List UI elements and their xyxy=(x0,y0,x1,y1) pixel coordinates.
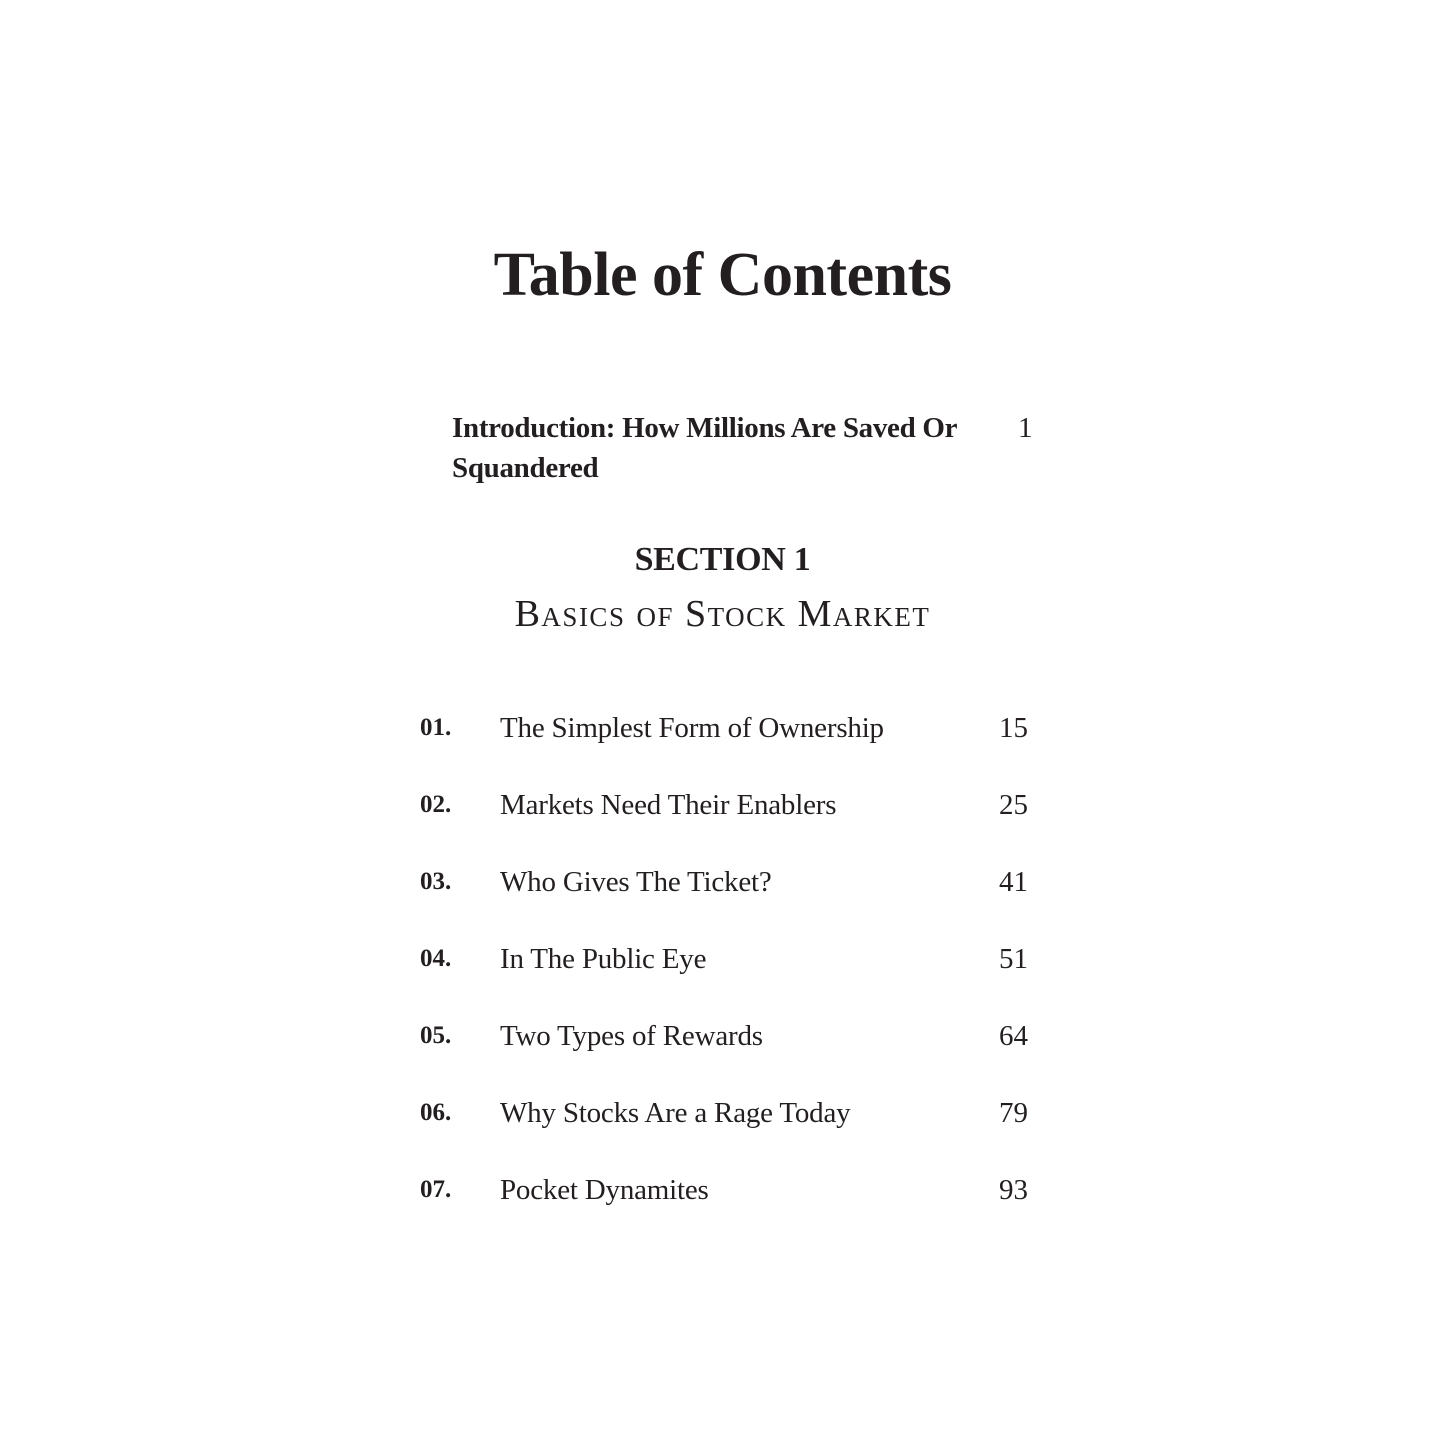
toc-entry xyxy=(420,783,1060,860)
entry-page-number: 93 xyxy=(999,1174,1028,1206)
entry-number: 05. xyxy=(420,1022,452,1049)
entry-number: 07. xyxy=(420,1176,452,1203)
entry-number: 03. xyxy=(420,868,452,895)
section-heading: SECTION 1 xyxy=(634,541,811,578)
entry-title: Who Gives The Ticket? xyxy=(500,866,772,898)
toc-entry xyxy=(420,937,1060,1014)
toc-entry xyxy=(420,1168,1060,1245)
entry-page-number: 79 xyxy=(999,1097,1028,1129)
intro-page-number: 1 xyxy=(1018,412,1033,444)
entry-title: Two Types of Rewards xyxy=(500,1020,763,1052)
entry-title: The Simplest Form of Ownership xyxy=(500,712,884,744)
entry-number: 06. xyxy=(420,1099,452,1126)
entry-page-number: 25 xyxy=(999,789,1028,821)
section-subtitle: Basics of Stock Market xyxy=(514,593,931,635)
entry-title: Why Stocks Are a Rage Today xyxy=(500,1097,851,1129)
entry-title: Markets Need Their Enablers xyxy=(500,789,837,821)
intro-title: Introduction: How Millions Are Saved Or Squandered xyxy=(452,412,957,484)
entry-number: 02. xyxy=(420,791,452,818)
entry-number: 01. xyxy=(420,714,452,741)
entry-title: Pocket Dynamites xyxy=(500,1174,709,1206)
toc-entry xyxy=(420,1091,1060,1168)
toc-entry xyxy=(420,706,1060,783)
entry-number: 04. xyxy=(420,945,452,972)
toc-list xyxy=(420,706,1060,1245)
entry-page-number: 41 xyxy=(999,866,1028,898)
entry-page-number: 64 xyxy=(999,1020,1028,1052)
toc-entry xyxy=(420,1014,1060,1091)
entry-title: In The Public Eye xyxy=(500,943,707,975)
entry-page-number: 51 xyxy=(999,943,1028,975)
toc-entry xyxy=(420,860,1060,937)
page-title: Table of Contents xyxy=(493,241,952,309)
entry-page-number: 15 xyxy=(999,712,1028,744)
